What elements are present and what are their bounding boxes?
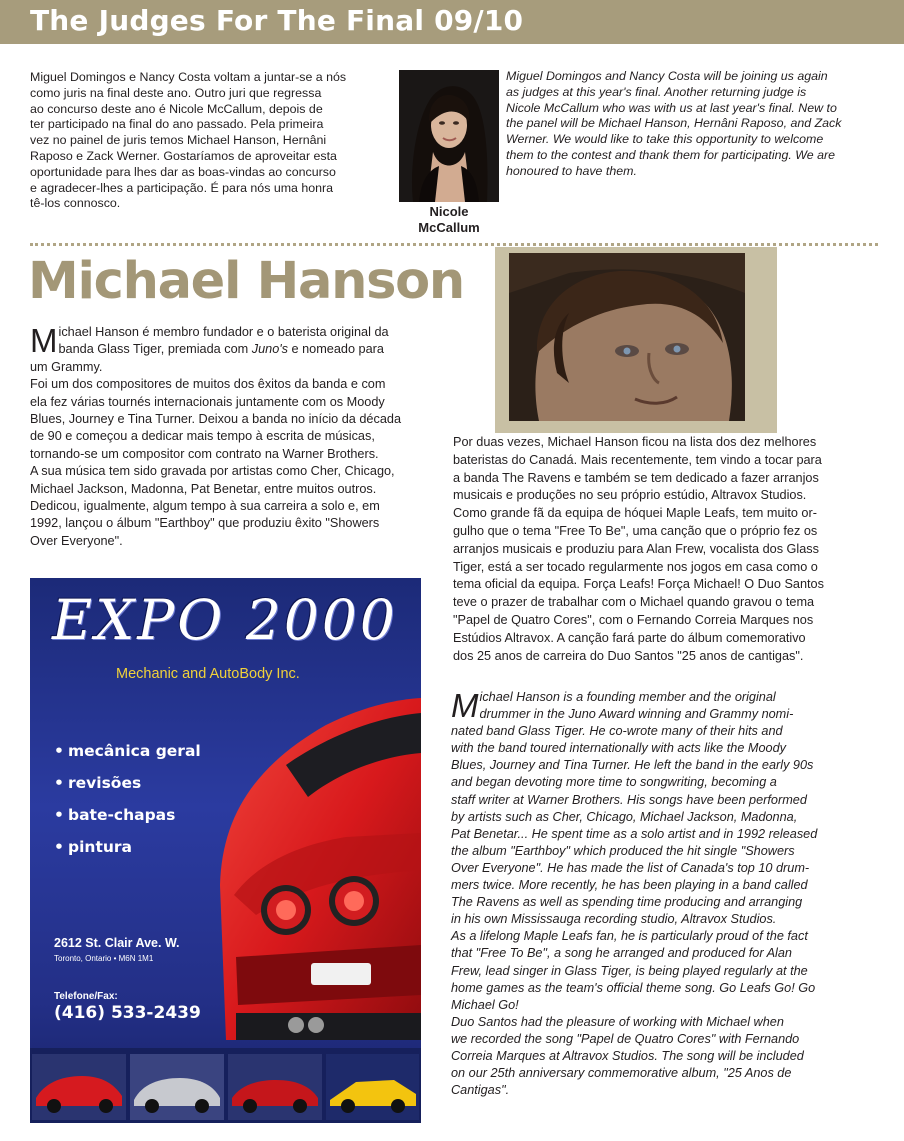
intro-en-line: honoured to have them. <box>506 163 637 178</box>
bio-pt-line: Por duas vezes, Michael Hanson ficou na lista dos dez melhores <box>453 435 817 449</box>
bio-pt-line: Como grande fã da equipa de hóquei Maple Leafs, tem muito or- <box>453 506 817 521</box>
bullet: • <box>54 742 64 760</box>
intro-portuguese <box>30 70 385 212</box>
bio-pt-line: Tiger, está a ser tocado regularmente nos jogos em casa como o <box>453 559 818 574</box>
intro-english <box>506 69 870 180</box>
intro-pt-line: e agradecer-lhes a participação. É para nós uma honra <box>30 180 334 195</box>
bio-pt-line: Blues, Journey e Tina Turner. Deixou a banda no início da década <box>30 412 402 427</box>
bio-pt-line: Dedicou, igualmente, algum tempo à sua carreira a solo e, em <box>30 499 380 514</box>
intro-pt-line: Raposo e Zack Werner. Gostaríamos de aproveitar esta <box>30 148 337 163</box>
nicole-photo-caption <box>395 204 503 236</box>
section-divider <box>30 243 878 246</box>
title-banner <box>0 0 904 44</box>
ad-address: 2612 St. Clair Ave. W. <box>54 936 180 950</box>
bullet: • <box>54 806 64 824</box>
michael-hanson-photo <box>509 253 745 421</box>
drop-cap: M <box>451 687 479 724</box>
bio-en-line: Cantigas". <box>451 1083 510 1098</box>
bio-pt-line: teve o prazer de trabalhar com o Michael quando gravou o tema <box>453 595 815 610</box>
bio-pt-line: ichael Hanson é membro fundador e o baterista original da <box>58 325 389 339</box>
ad-phone-number[interactable]: (416) 533-2439 <box>54 1003 201 1023</box>
bullet: • <box>54 774 64 792</box>
bio-paragraph <box>451 689 863 723</box>
bio-en-line: ichael Hanson is a founding member and the original <box>479 690 776 704</box>
bio-pt-line: 1992, lançou o álbum "Earthboy" que produziu êxito "Showers <box>30 516 380 531</box>
intro-en-line: Miguel Domingos and Nancy Costa will be joining us again <box>506 69 828 83</box>
bio-en-line: mers twice. More recently, he has been playing in a band called <box>451 878 808 893</box>
bio-en-line: in his own Mississauga recording studio, Altravox Studios. <box>451 912 777 927</box>
bio-pt-line: Foi um dos compositores de muitos dos êxitos da banda e com <box>30 377 386 392</box>
intro-en-line: as judges at this year's final. Another returning judge is <box>506 84 807 99</box>
bio-en-line: Blues, Journey and Tina Turner. He left the band in the early 90s <box>451 758 814 773</box>
bio-en-line: Pat Benetar... He spent time as a solo artist and in 1992 released <box>451 826 818 841</box>
service-item <box>54 767 201 799</box>
expo-2000-advertisement[interactable] <box>30 578 421 1123</box>
bio-pt-line: e nomeado para <box>288 342 384 357</box>
red-car-rear-image <box>216 695 421 1040</box>
ad-title: EXPO 2000 <box>52 588 398 652</box>
intro-pt-line: tê-los connosco. <box>30 196 121 211</box>
bio-en-line: with the band toured internationally with acts like the Moody <box>451 741 786 756</box>
intro-en-line: Werner. We would like to take this opportunity to welcome <box>506 132 824 147</box>
bio-pt-line: tema oficial da equipa. Força Leafs! Força Michael! O Duo Santos <box>453 577 824 592</box>
intro-pt-line: vez no painel de juris temos Michael Hanson, Hernâni <box>30 133 327 148</box>
car-thumbnails-strip <box>30 1048 421 1123</box>
profile-name-heading: Michael Hanson <box>28 252 464 311</box>
bio-pt-line: arranjos musicais e produziu para Alan Frew, vocalista dos Glass <box>453 541 819 556</box>
service-label: revisões <box>68 774 142 792</box>
bio-paragraph <box>30 324 416 359</box>
bio-pt-line: tornando-se um compositor com contrato na Warner Brothers. <box>30 446 379 461</box>
intro-pt-line: oportunidade para lhes dar as boas-vindas ao concurso <box>30 164 336 179</box>
page-title: The Judges For The Final 09/10 <box>30 4 524 37</box>
bio-en-line: As a lifelong Maple Leafs fan, he is particularly proud of the fact <box>451 929 808 944</box>
intro-pt-line: ao concurso deste ano é Nicole McCallum, depois de <box>30 101 323 116</box>
ad-city: Toronto, Ontario • M6N 1M1 <box>54 954 154 963</box>
bio-pt-line: a banda The Ravens e também se tem dedicado a fazer arranjos <box>453 470 819 485</box>
thumb-silver-car <box>130 1054 224 1120</box>
service-label: pintura <box>68 838 132 856</box>
bio-pt-line: gulho que o tema "Free To Be", uma canção que o próprio fez os <box>453 523 818 538</box>
ad-subtitle: Mechanic and AutoBody Inc. <box>116 666 300 682</box>
bio-en-line: Correia Marques at Altravox Studios. The song will be included <box>451 1048 804 1063</box>
bio-en-line: the album "Earthboy" which produced the hit single "Showers <box>451 843 795 858</box>
bio-en-line: Over Everyone". He has made the list of Canada's top 10 drum- <box>451 860 810 875</box>
caption-line: Nicole <box>429 204 469 219</box>
bio-en-line: Frew, lead singer in Glass Tiger, is being played regularly at the <box>451 963 808 978</box>
bio-pt-line: Over Everyone". <box>30 533 123 548</box>
bio-pt-line: de 90 e começou a dedicar mais tempo à escrita de músicas, <box>30 429 375 444</box>
bio-portuguese-left <box>30 324 416 550</box>
ad-phone-label: Telefone/Fax: <box>54 991 118 1002</box>
intro-en-line: Nicole McCallum who was with us at last year's final. New to <box>506 100 837 115</box>
service-item <box>54 799 201 831</box>
bio-pt-line: musicais e produções no seu próprio estúdio, Altravox Studios. <box>453 488 807 503</box>
intro-pt-line: Miguel Domingos e Nancy Costa voltam a juntar-se a nós <box>30 70 347 84</box>
drop-cap: M <box>30 322 58 359</box>
intro-pt-line: como juris na final deste ano. Outro juri que regressa <box>30 85 322 100</box>
intro-pt-line: ter participado na final do ano passado. Pela primeira <box>30 117 324 132</box>
thumb-yellow-lamborghini <box>326 1054 419 1120</box>
bio-english <box>451 689 863 1099</box>
juno-award-text: Juno's <box>251 342 289 357</box>
bio-en-line: The Ravens as well as spending time producing and arranging <box>451 895 803 910</box>
bio-pt-line: A sua música tem sido gravada por artistas como Cher, Chicago, <box>30 464 395 479</box>
bio-pt-line: um Grammy. <box>30 359 103 374</box>
bio-portuguese-right <box>453 434 853 665</box>
bio-en-line: nated band Glass Tiger. He co-wrote many of their hits and <box>451 724 783 739</box>
nicole-mccallum-photo <box>399 70 499 202</box>
service-label: mecânica geral <box>68 742 201 760</box>
bio-en-line: staff writer at Warner Brothers. His songs have been performed <box>451 792 807 807</box>
bio-en-line: that "Free To Be", a song he arranged and produced for Alan <box>451 946 792 961</box>
bullet: • <box>54 838 64 856</box>
bio-en-line: we recorded the song "Papel de Quatro Cores" with Fernando <box>451 1031 800 1046</box>
bio-pt-line: banda Glass Tiger, premiada com <box>58 342 252 357</box>
bio-en-line: Duo Santos had the pleasure of working with Michael when <box>451 1014 784 1029</box>
bio-pt-line: Michael Jackson, Madonna, Pat Benetar, entre muitos outros. <box>30 481 377 496</box>
bio-en-line: and began devoting more time to songwriting, becoming a <box>451 775 777 790</box>
bio-pt-line: "Papel de Quatro Cores", com o Fernando Correia Marques nos <box>453 612 814 627</box>
bio-pt-line: bateristas do Canadá. Mais recentemente, tem vindo a tocar para <box>453 452 822 467</box>
service-label: bate-chapas <box>68 806 176 824</box>
service-item <box>54 735 201 767</box>
bio-en-line: drummer in the Juno Award winning and Grammy nomi- <box>479 707 794 722</box>
caption-line: McCallum <box>418 220 480 235</box>
bio-en-line: home games as the team's official theme song. Go Leafs Go! Go <box>451 980 816 995</box>
intro-en-line: them to the contest and thank them for participating. We are <box>506 147 835 162</box>
thumb-red-bmw <box>228 1054 322 1120</box>
bio-pt-line: Estúdios Altravox. A canção fará parte do álbum comemorativo <box>453 630 806 645</box>
bio-pt-line: dos 25 anos de carreira do Duo Santos "25 anos de cantigas". <box>453 648 804 663</box>
service-item <box>54 831 201 863</box>
thumb-red-sports-car <box>32 1054 126 1120</box>
bio-pt-line: ela fez várias tournés internacionais juntamente com os Moody <box>30 394 385 409</box>
bio-en-line: Michael Go! <box>451 997 519 1012</box>
bio-en-line: by artists such as Cher, Chicago, Michael Jackson, Madonna, <box>451 809 798 824</box>
services-list <box>54 735 201 863</box>
intro-en-line: the panel will be Michael Hanson, Hernâni Raposo, and Zack <box>506 116 842 131</box>
bio-en-line: on our 25th anniversary commemorative album, "25 Anos de <box>451 1066 792 1081</box>
